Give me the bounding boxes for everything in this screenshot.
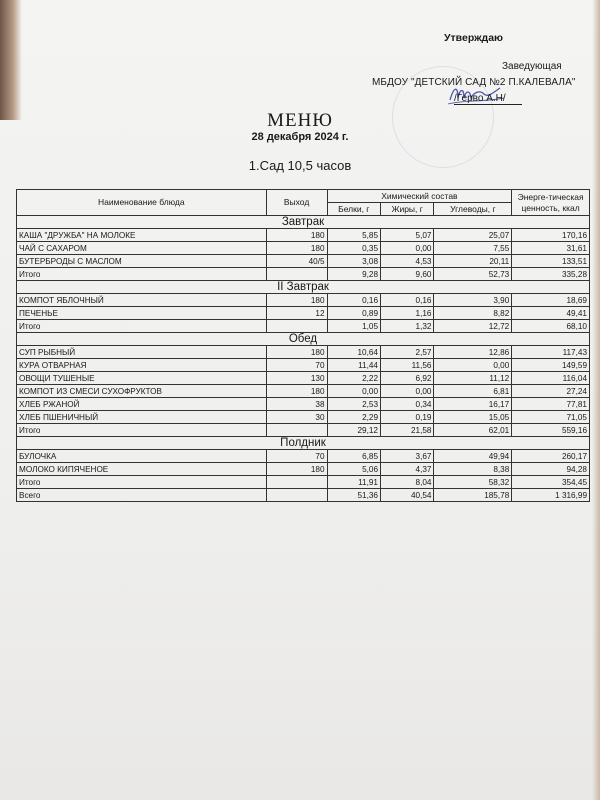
total-fat: 9,60 xyxy=(381,268,434,281)
dish-fat: 3,67 xyxy=(381,450,434,463)
total-output xyxy=(266,476,327,489)
meal-title: II Завтрак xyxy=(17,281,590,294)
total-row xyxy=(17,476,590,489)
meal-title: Обед xyxy=(17,333,590,346)
photo-edge-shadow xyxy=(0,0,22,120)
table-row xyxy=(17,372,590,385)
grand-total-energy: 1 316,99 xyxy=(512,489,590,502)
dish-protein: 0,35 xyxy=(327,242,380,255)
total-carbs: 52,73 xyxy=(434,268,512,281)
dish-energy: 116,04 xyxy=(512,372,590,385)
total-energy: 559,16 xyxy=(512,424,590,437)
dish-protein: 10,64 xyxy=(327,346,380,359)
grand-total-protein: 51,36 xyxy=(327,489,380,502)
dish-fat: 0,00 xyxy=(381,242,434,255)
approval-name: /Герво А.Н/ xyxy=(454,93,506,104)
dish-output: 180 xyxy=(266,242,327,255)
table-row xyxy=(17,294,590,307)
dish-output: 180 xyxy=(266,463,327,476)
table-row xyxy=(17,359,590,372)
total-carbs: 58,32 xyxy=(434,476,512,489)
dish-fat: 2,57 xyxy=(381,346,434,359)
dish-fat: 0,34 xyxy=(381,398,434,411)
header-chem: Химический состав xyxy=(327,190,512,203)
grand-total-label: Всего xyxy=(17,489,267,502)
total-row xyxy=(17,268,590,281)
dish-output: 180 xyxy=(266,294,327,307)
dish-output: 130 xyxy=(266,372,327,385)
dish-energy: 18,69 xyxy=(512,294,590,307)
total-fat: 8,04 xyxy=(381,476,434,489)
total-row xyxy=(17,320,590,333)
header-protein: Белки, г xyxy=(327,203,380,216)
dish-energy: 133,51 xyxy=(512,255,590,268)
total-fat: 1,32 xyxy=(381,320,434,333)
dish-name: КОМПОТ ИЗ СМЕСИ СУХОФРУКТОВ xyxy=(17,385,267,398)
total-protein: 11,91 xyxy=(327,476,380,489)
total-carbs: 12,72 xyxy=(434,320,512,333)
table-row xyxy=(17,463,590,476)
grand-total-carbs: 185,78 xyxy=(434,489,512,502)
dish-output: 70 xyxy=(266,359,327,372)
dish-protein: 5,85 xyxy=(327,229,380,242)
header-energy: Энерге-тическая ценность, ккал xyxy=(512,190,590,216)
dish-energy: 71,05 xyxy=(512,411,590,424)
dish-energy: 117,43 xyxy=(512,346,590,359)
total-output xyxy=(266,268,327,281)
dish-output: 30 xyxy=(266,411,327,424)
total-energy: 354,45 xyxy=(512,476,590,489)
dish-output: 180 xyxy=(266,229,327,242)
dish-fat: 6,92 xyxy=(381,372,434,385)
dish-energy: 77,81 xyxy=(512,398,590,411)
meal-title: Завтрак xyxy=(17,216,590,229)
approval-role: Заведующая xyxy=(502,61,562,72)
table-row xyxy=(17,307,590,320)
dish-protein: 2,29 xyxy=(327,411,380,424)
table-row xyxy=(17,242,590,255)
dish-name: БУТЕРБРОДЫ С МАСЛОМ xyxy=(17,255,267,268)
section-title: 1.Сад 10,5 часов xyxy=(248,158,352,173)
menu-date: 28 декабря 2024 г. xyxy=(251,131,349,143)
dish-protein: 5,06 xyxy=(327,463,380,476)
dish-fat: 0,16 xyxy=(381,294,434,307)
dish-output: 12 xyxy=(266,307,327,320)
total-output xyxy=(266,320,327,333)
total-carbs: 62,01 xyxy=(434,424,512,437)
dish-carbs: 7,55 xyxy=(434,242,512,255)
total-label: Итого xyxy=(17,424,267,437)
dish-name: КУРА ОТВАРНАЯ xyxy=(17,359,267,372)
dish-fat: 0,00 xyxy=(381,385,434,398)
grand-total-fat: 40,54 xyxy=(381,489,434,502)
dish-fat: 11,56 xyxy=(381,359,434,372)
dish-carbs: 12,86 xyxy=(434,346,512,359)
dish-carbs: 20,11 xyxy=(434,255,512,268)
dish-output: 180 xyxy=(266,346,327,359)
dish-carbs: 49,94 xyxy=(434,450,512,463)
dish-energy: 31,61 xyxy=(512,242,590,255)
table-row xyxy=(17,411,590,424)
dish-name: КОМПОТ ЯБЛОЧНЫЙ xyxy=(17,294,267,307)
total-protein: 9,28 xyxy=(327,268,380,281)
dish-carbs: 6,81 xyxy=(434,385,512,398)
total-protein: 1,05 xyxy=(327,320,380,333)
total-fat: 21,58 xyxy=(381,424,434,437)
dish-name: КАША "ДРУЖБА" НА МОЛОКЕ xyxy=(17,229,267,242)
menu-table xyxy=(16,189,590,502)
dish-carbs: 0,00 xyxy=(434,359,512,372)
dish-name: ХЛЕБ ПШЕНИЧНЫЙ xyxy=(17,411,267,424)
dish-output: 38 xyxy=(266,398,327,411)
approval-heading: Утверждаю xyxy=(444,32,504,44)
menu-body xyxy=(17,216,590,502)
table-row xyxy=(17,229,590,242)
dish-carbs: 15,05 xyxy=(434,411,512,424)
header-dish: Наименование блюда xyxy=(17,190,267,216)
total-label: Итого xyxy=(17,268,267,281)
dish-energy: 170,16 xyxy=(512,229,590,242)
dish-carbs: 11,12 xyxy=(434,372,512,385)
dish-fat: 5,07 xyxy=(381,229,434,242)
total-label: Итого xyxy=(17,476,267,489)
dish-energy: 149,59 xyxy=(512,359,590,372)
dish-name: ОВОЩИ ТУШЕНЫЕ xyxy=(17,372,267,385)
table-row xyxy=(17,255,590,268)
dish-carbs: 8,82 xyxy=(434,307,512,320)
header-output: Выход xyxy=(266,190,327,216)
total-energy: 335,28 xyxy=(512,268,590,281)
grand-total-row xyxy=(17,489,590,502)
dish-fat: 1,16 xyxy=(381,307,434,320)
dish-protein: 3,08 xyxy=(327,255,380,268)
dish-carbs: 25,07 xyxy=(434,229,512,242)
dish-energy: 49,41 xyxy=(512,307,590,320)
dish-name: ХЛЕБ РЖАНОЙ xyxy=(17,398,267,411)
total-row xyxy=(17,424,590,437)
dish-energy: 260,17 xyxy=(512,450,590,463)
dish-name: БУЛОЧКА xyxy=(17,450,267,463)
total-protein: 29,12 xyxy=(327,424,380,437)
dish-protein: 2,53 xyxy=(327,398,380,411)
dish-protein: 0,89 xyxy=(327,307,380,320)
dish-fat: 4,53 xyxy=(381,255,434,268)
table-row xyxy=(17,385,590,398)
dish-name: СУП РЫБНЫЙ xyxy=(17,346,267,359)
dish-protein: 2,22 xyxy=(327,372,380,385)
total-label: Итого xyxy=(17,320,267,333)
table-row xyxy=(17,450,590,463)
approval-organization: МБДОУ "ДЕТСКИЙ САД №2 П.КАЛЕВАЛА" xyxy=(372,77,576,88)
dish-protein: 11,44 xyxy=(327,359,380,372)
dish-fat: 4,37 xyxy=(381,463,434,476)
dish-name: МОЛОКО КИПЯЧЕНОЕ xyxy=(17,463,267,476)
total-energy: 68,10 xyxy=(512,320,590,333)
dish-carbs: 8,38 xyxy=(434,463,512,476)
table-row xyxy=(17,346,590,359)
page-title: МЕНЮ xyxy=(267,110,333,131)
dish-name: ЧАЙ С САХАРОМ xyxy=(17,242,267,255)
dish-fat: 0,19 xyxy=(381,411,434,424)
dish-protein: 0,16 xyxy=(327,294,380,307)
header-fat: Жиры, г xyxy=(381,203,434,216)
dish-output: 70 xyxy=(266,450,327,463)
dish-energy: 27,24 xyxy=(512,385,590,398)
dish-protein: 0,00 xyxy=(327,385,380,398)
header-carbs: Углеводы, г xyxy=(434,203,512,216)
dish-output: 180 xyxy=(266,385,327,398)
dish-energy: 94,28 xyxy=(512,463,590,476)
dish-output: 40/5 xyxy=(266,255,327,268)
dish-protein: 6,85 xyxy=(327,450,380,463)
dish-carbs: 16,17 xyxy=(434,398,512,411)
dish-carbs: 3,90 xyxy=(434,294,512,307)
dish-name: ПЕЧЕНЬЕ xyxy=(17,307,267,320)
total-output xyxy=(266,424,327,437)
meal-title: Полдник xyxy=(17,437,590,450)
grand-total-output xyxy=(266,489,327,502)
table-row xyxy=(17,398,590,411)
